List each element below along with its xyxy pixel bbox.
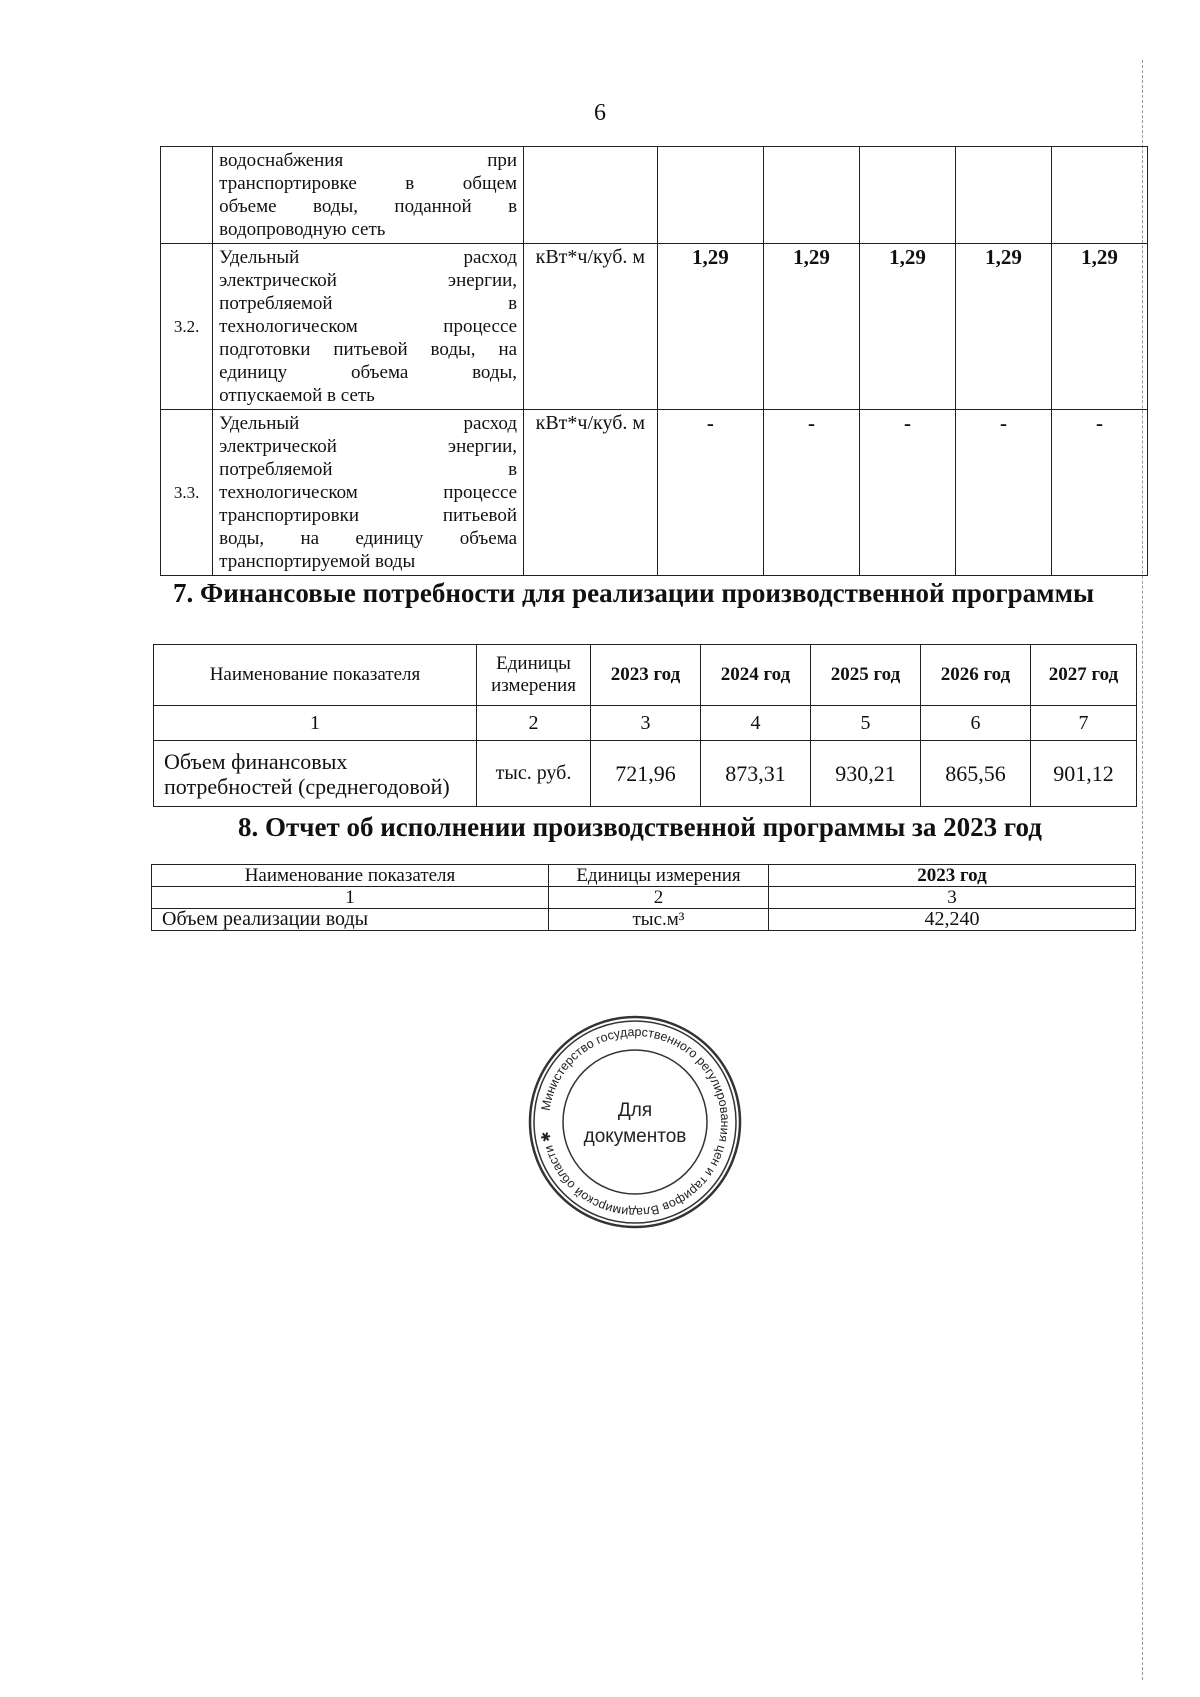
description-line: электрической энергии, <box>219 270 518 291</box>
unit-cell: тыс.м³ <box>549 909 769 931</box>
indicator-name: Объем финансовых потребностей (среднегодовой) <box>154 741 477 807</box>
column-index: 3 <box>769 887 1136 909</box>
indicators-table <box>160 146 1148 576</box>
header-name: Наименование показателя <box>154 645 477 706</box>
unit-cell <box>524 147 658 244</box>
table-row <box>161 410 1148 576</box>
description-line: воды, на единицу объема <box>219 528 518 549</box>
unit-cell: кВт*ч/куб. м <box>524 410 658 576</box>
description-line: единицу объема воды, <box>219 362 518 383</box>
column-index-row <box>152 887 1136 909</box>
value-cell: 865,56 <box>921 741 1031 807</box>
indicator-description <box>213 244 524 410</box>
column-index: 7 <box>1031 706 1137 741</box>
page-number: 6 <box>594 100 606 126</box>
table-row <box>161 244 1148 410</box>
table-row <box>161 147 1148 244</box>
value-cell: - <box>764 410 860 576</box>
description-line: транспортируемой воды <box>219 551 416 572</box>
value-cell: - <box>955 410 1051 576</box>
header-year: 2025 год <box>811 645 921 706</box>
header-year: 2023 год <box>769 865 1136 887</box>
description-line: объеме воды, поданной в <box>219 196 518 217</box>
column-index: 6 <box>921 706 1031 741</box>
value-cell: 42,240 <box>769 909 1136 931</box>
financial-needs-table <box>153 644 1137 807</box>
column-index: 1 <box>154 706 477 741</box>
value-cell: - <box>860 410 956 576</box>
value-cell: 721,96 <box>591 741 701 807</box>
description-line: потребляемой в <box>219 293 518 314</box>
program-report-table <box>151 864 1136 931</box>
header-unit: Единицы измерения <box>477 645 591 706</box>
header-year: 2026 год <box>921 645 1031 706</box>
header-year: 2023 год <box>591 645 701 706</box>
table-row <box>152 909 1136 931</box>
value-cell <box>764 147 860 244</box>
row-number: 3.2. <box>161 244 213 410</box>
column-index: 2 <box>549 887 769 909</box>
description-line: транспортировки питьевой <box>219 505 518 526</box>
description-line: технологическом процессе <box>219 316 518 337</box>
column-index: 3 <box>591 706 701 741</box>
official-stamp <box>525 1012 745 1232</box>
description-line: водоснабжения при <box>219 150 518 171</box>
description-line: подготовки питьевой воды, на <box>219 339 518 360</box>
indicator-name: Объем реализации воды <box>152 909 549 931</box>
value-cell: 930,21 <box>811 741 921 807</box>
table-row <box>154 741 1137 807</box>
column-index-row <box>154 706 1137 741</box>
value-cell: 1,29 <box>764 244 860 410</box>
stamp-center-text: документов <box>583 1126 687 1147</box>
description-line: Удельный расход <box>219 247 518 268</box>
stamp-ring-text: Министерство государственного регулирования цен и тарифов Владимирской области ✱ <box>538 1024 733 1220</box>
header-name: Наименование показателя <box>152 865 549 887</box>
value-cell: - <box>1051 410 1147 576</box>
unit-cell: кВт*ч/куб. м <box>524 244 658 410</box>
indicator-description <box>213 410 524 576</box>
description-line: водопроводную сеть <box>219 219 386 240</box>
value-cell: - <box>657 410 763 576</box>
section-7-title: 7. Финансовые потребности для реализации производственной программы <box>173 578 1095 608</box>
value-cell: 901,12 <box>1031 741 1137 807</box>
description-line: отпускаемой в сеть <box>219 385 375 406</box>
value-cell <box>657 147 763 244</box>
column-index: 1 <box>152 887 549 909</box>
description-line: Удельный расход <box>219 413 518 434</box>
column-index: 5 <box>811 706 921 741</box>
column-index: 4 <box>701 706 811 741</box>
header-unit: Единицы измерения <box>549 865 769 887</box>
description-line: технологическом процессе <box>219 482 518 503</box>
value-cell <box>955 147 1051 244</box>
description-line: транспортировке в общем <box>219 173 518 194</box>
value-cell: 873,31 <box>701 741 811 807</box>
description-line: потребляемой в <box>219 459 518 480</box>
value-cell <box>860 147 956 244</box>
stamp-center-text: Для <box>617 1100 653 1121</box>
row-number <box>161 147 213 244</box>
header-year: 2024 год <box>701 645 811 706</box>
indicator-description <box>213 147 524 244</box>
value-cell: 1,29 <box>955 244 1051 410</box>
description-line: электрической энергии, <box>219 436 518 457</box>
header-year: 2027 год <box>1031 645 1137 706</box>
value-cell <box>1051 147 1147 244</box>
value-cell: 1,29 <box>860 244 956 410</box>
row-number: 3.3. <box>161 410 213 576</box>
table-header-row <box>152 865 1136 887</box>
value-cell: 1,29 <box>657 244 763 410</box>
table-header-row <box>154 645 1137 706</box>
column-index: 2 <box>477 706 591 741</box>
value-cell: 1,29 <box>1051 244 1147 410</box>
unit-cell: тыс. руб. <box>477 741 591 807</box>
section-8-title: 8. Отчет об исполнении производственной программы за 2023 год <box>238 812 1042 842</box>
